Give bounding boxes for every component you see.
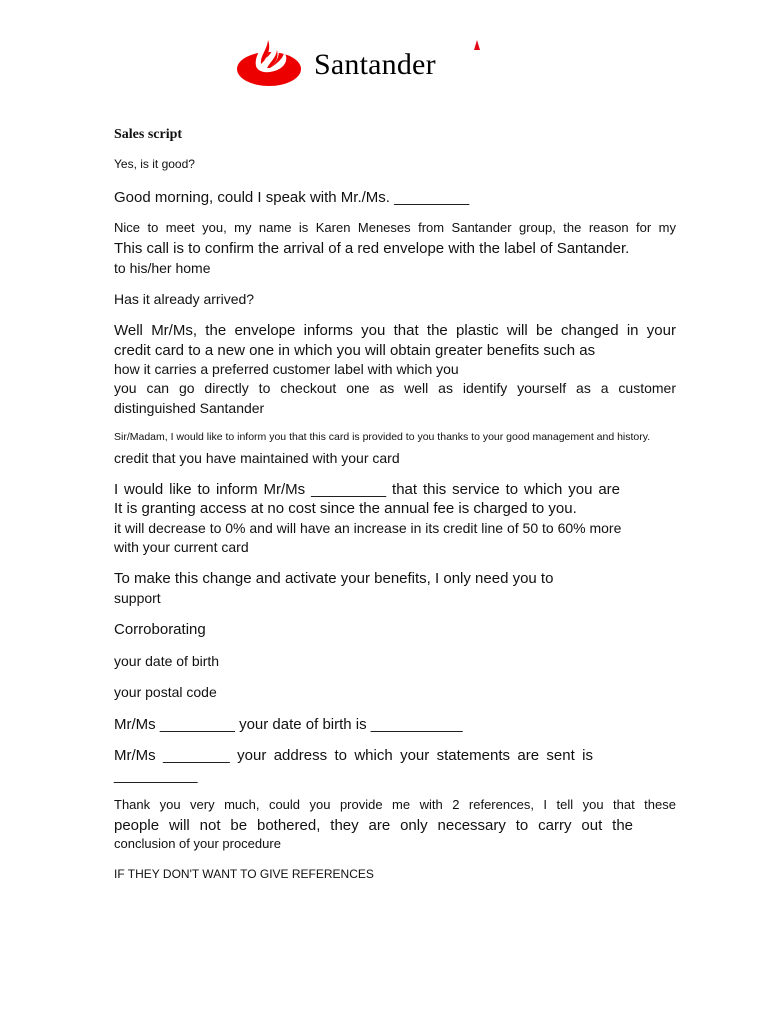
paragraph-line: Sir/Madam, I would like to inform you that this card is provided to you thanks to your good management and history. [114, 431, 651, 443]
paragraph-line: it will decrease to 0% and will have an increase in its credit line of 50 to 60% more [114, 520, 622, 536]
paragraph-line: how it carries a preferred customer label with which you [114, 361, 459, 377]
document-title: Sales script [114, 127, 183, 142]
paragraph-line: credit that you have maintained with your card [114, 450, 400, 466]
flame-icon [236, 28, 306, 92]
paragraph-line: conclusion of your procedure [114, 836, 281, 851]
brand-wordmark: Santander [314, 48, 436, 81]
paragraph-line: with your current card [114, 539, 249, 555]
paragraph-line: you can go directly to checkout one as well as identify yourself as a customer [114, 380, 676, 396]
paragraph-line: To make this change and activate your benefits, I only need you to [114, 570, 554, 587]
paragraph-line: Yes, is it good? [114, 157, 195, 171]
paragraph-line: people will not be bothered, they are only necessary to carry out the [114, 817, 633, 834]
paragraph-line: Corroborating [114, 621, 206, 638]
paragraph-line: your date of birth [114, 653, 220, 669]
paragraph-line: IF THEY DON'T WANT TO GIVE REFERENCES [114, 867, 374, 881]
paragraph-line: Thank you very much, could you provide me with 2 references, I tell you that these [114, 797, 676, 812]
paragraph-line: This call is to confirm the arrival of a red envelope with the label of Santander. [114, 240, 630, 257]
paragraph-line: Mr/Ms ________ your address to which your statements are sent is [114, 747, 593, 764]
paragraph-line: Good morning, could I speak with Mr./Ms. _________ [114, 189, 470, 206]
paragraph-line: your postal code [114, 684, 217, 700]
paragraph-line: Has it already arrived? [114, 291, 255, 307]
paragraph-line: __________ [114, 767, 198, 784]
paragraph-line: support [114, 590, 161, 606]
paragraph-line: to his/her home [114, 260, 211, 276]
santander-logo [236, 28, 506, 92]
paragraph-line: credit card to a new one in which you will obtain greater benefits such as [114, 342, 596, 359]
paragraph-line: I would like to inform Mr/Ms _________ that this service to which you are [114, 481, 620, 498]
logo-accent-mark [474, 40, 480, 50]
paragraph-line: Well Mr/Ms, the envelope informs you that the plastic will be changed in your [114, 322, 676, 339]
paragraph-line: Mr/Ms _________ your date of birth is ___________ [114, 716, 463, 733]
paragraph-line: distinguished Santander [114, 400, 265, 416]
paragraph-line: It is granting access at no cost since the annual fee is charged to you. [114, 500, 577, 517]
paragraph-line: Nice to meet you, my name is Karen Meneses from Santander group, the reason for my [114, 220, 676, 235]
